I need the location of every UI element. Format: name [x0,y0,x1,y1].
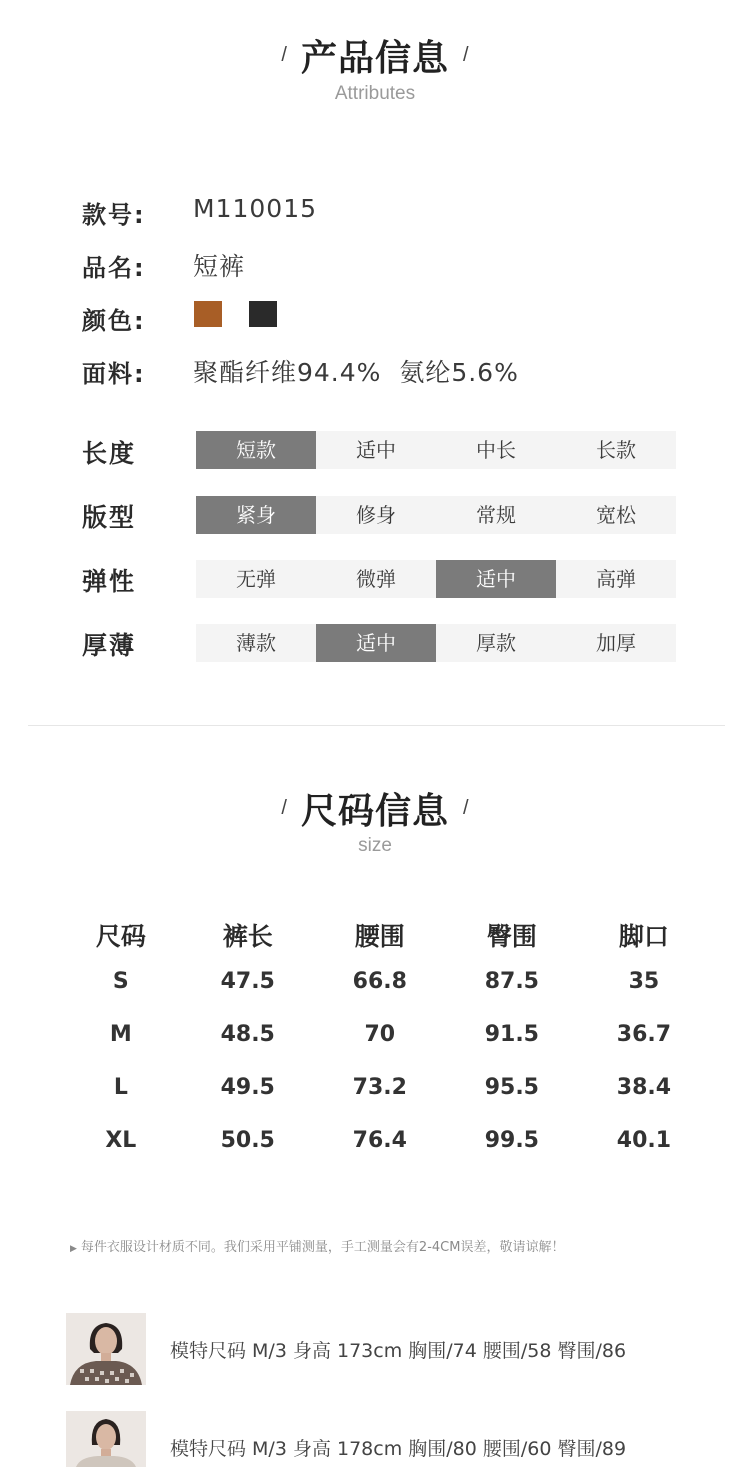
cell-waist: 66.8 [352,969,407,994]
header-hip: 臀围 [486,922,537,951]
cell-hem: 38.4 [616,1075,672,1100]
attr-option: 长款 [596,438,636,462]
attr-option: 修身 [356,503,396,527]
cell-length: 49.5 [220,1075,275,1100]
style-no-value: M110015 [193,194,318,223]
attr-option: 加厚 [596,631,636,655]
cell-hem: 36.7 [616,1022,672,1047]
title-slash-left: / [281,797,287,819]
product-name-label: 品名: [82,254,146,282]
fabric-label: 面料: [82,360,146,388]
style-no-label: 款号: [82,201,146,229]
cell-length: 48.5 [220,1022,275,1047]
triangle-right-icon: ▶ [70,1244,77,1254]
size-subtitle: size [358,835,392,856]
header-waist: 腰围 [354,922,405,951]
table-row [60,955,710,1008]
attr-option: 中长 [476,438,516,462]
size-section-title [0,783,750,834]
cell-hem: 35 [628,969,660,994]
model-photo [66,1313,146,1385]
cell-hip: 91.5 [484,1022,539,1047]
header-size: 尺码 [95,922,146,951]
cell-length: 47.5 [220,969,275,994]
size-title: 尺码信息 [300,791,449,832]
table-row [60,1114,710,1167]
size-chart-table [60,915,710,1167]
model-photo [66,1411,146,1467]
title-slash-right: / [463,797,469,819]
cell-length: 50.5 [220,1128,275,1153]
model-info-1: 模特尺码 M/3 身高 173cm 胸围/74 腰围/58 臀围/86 [170,1340,627,1362]
cell-waist: 70 [364,1022,396,1047]
cell-size: S [112,969,129,994]
attr-label-fit: 版型 [82,503,137,532]
attr-row-fit [196,496,676,534]
attr-option: 紧身 [196,496,316,534]
attr-option: 适中 [316,624,436,662]
attr-row-thickness [196,624,676,662]
cell-waist: 76.4 [352,1128,407,1153]
product-name-value: 短裤 [193,252,246,281]
attributes-title: 产品信息 [300,38,449,79]
fabric-value: 聚酯纤维94.4% 氨纶5.6% [193,358,519,387]
model-portrait-icon [66,1411,146,1467]
attr-row-length [196,431,676,469]
attr-option: 无弹 [236,567,276,591]
attr-option: 高弹 [596,567,636,591]
color-swatch-black[interactable] [249,301,277,327]
cell-size: L [113,1075,128,1100]
section-divider [28,725,725,726]
cell-hem: 40.1 [616,1128,672,1153]
model-info-2: 模特尺码 M/3 身高 178cm 胸围/80 腰围/60 臀围/89 [170,1438,627,1460]
attributes-section-title [0,30,750,81]
cell-size: M [109,1022,132,1047]
title-slash-left: / [281,44,287,66]
cell-waist: 73.2 [352,1075,407,1100]
measurement-note [70,1236,564,1255]
attr-option: 薄款 [236,631,276,655]
attr-option: 适中 [356,438,396,462]
attr-option: 厚款 [476,631,516,655]
attr-label-thickness: 厚薄 [82,631,137,660]
attr-option: 宽松 [596,503,636,527]
cell-hip: 95.5 [484,1075,539,1100]
attributes-subtitle: Attributes [334,83,416,104]
attr-option: 短款 [196,431,316,469]
attr-option: 常规 [476,503,516,527]
title-slash-right: / [463,44,469,66]
model-portrait-icon [66,1313,146,1385]
attr-row-elasticity [196,560,676,598]
attr-option: 适中 [436,560,556,598]
color-label: 颜色: [82,307,146,335]
size-table-header [60,915,710,955]
attr-label-elasticity: 弹性 [82,567,137,596]
cell-size: XL [105,1128,137,1153]
attr-option: 微弹 [356,567,396,591]
cell-hip: 87.5 [484,969,539,994]
attr-label-length: 长度 [82,439,137,468]
cell-hip: 99.5 [484,1128,539,1153]
measurement-note-text: 每件衣服设计材质不同。我们采用平铺测量，手工测量会有2-4CM误差，敬请谅解！ [80,1240,565,1255]
table-row [60,1061,710,1114]
table-row [60,1008,710,1061]
color-swatch-brown[interactable] [194,301,222,327]
header-hem: 脚口 [618,922,669,951]
header-length: 裤长 [222,922,273,951]
